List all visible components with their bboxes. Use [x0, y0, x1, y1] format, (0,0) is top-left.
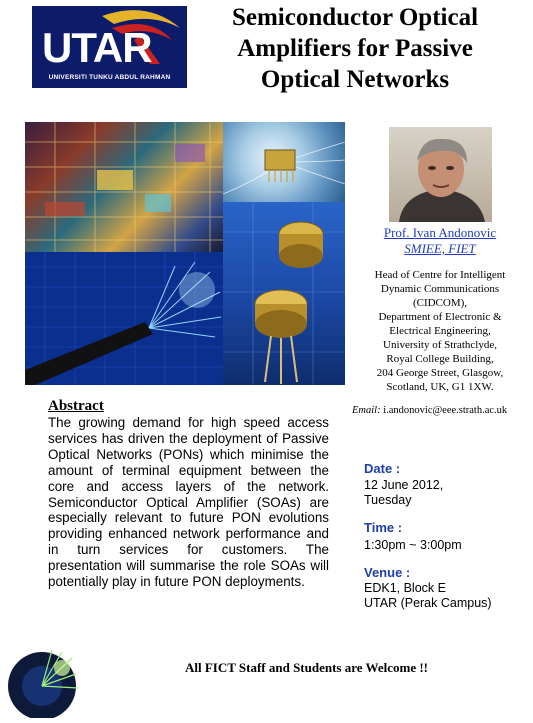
speaker-name-link[interactable]: Prof. Ivan Andonovic [383, 225, 497, 240]
poster-title [200, 2, 510, 95]
affiliation-line: 204 George Street, Glasgow, [376, 367, 504, 379]
day-value: Tuesday [364, 493, 412, 507]
laser-diode-image [223, 202, 345, 385]
affiliation-line: University of Strathclyde, [383, 339, 497, 351]
affiliation-line: Head of Centre for Intelligent [374, 269, 506, 281]
speaker-affiliation [352, 268, 528, 394]
logo-subtitle: UNIVERSITI TUNKU ABDUL RAHMAN [48, 74, 171, 81]
abstract-line: of Passive Optical Networks (PONs) which [48, 430, 329, 462]
fiber-optic-icon [25, 252, 223, 385]
abstract-line: summarise the role SOAs will potentially [48, 558, 329, 590]
fiber-optic-image [25, 252, 223, 385]
abstract-line: between the core and access layers of the [48, 462, 330, 494]
speaker-portrait-icon [389, 127, 492, 222]
abstract-line: The growing demand for high speed [48, 415, 288, 430]
chip-circuit-icon [25, 122, 223, 252]
abstract-heading: Abstract [48, 398, 104, 414]
venue-line: EDK1, Block E [364, 581, 446, 595]
date-label: Date : [364, 461, 401, 476]
abstract-body [48, 415, 329, 590]
abstract-line: for customers. The presentation will [48, 542, 329, 574]
optical-device-icon [223, 122, 345, 202]
abstract-line: play in future PON deployments. [112, 574, 305, 590]
abstract-line: network. Semiconductor Optical Amplifier [48, 478, 329, 510]
speaker-photo [389, 127, 492, 222]
utar-logo [32, 6, 187, 88]
optical-module-image [223, 122, 345, 202]
affiliation-line: Scotland, UK, G1 1XW. [386, 381, 494, 393]
abstract-line: PON evolutions providing enhanced [48, 510, 329, 542]
welcome-message: All FICT Staff and Students are Welcome !! [184, 660, 429, 675]
abstract-line: minimise the amount of terminal equipment [48, 446, 329, 478]
affiliation-line: Electrical Engineering, [389, 325, 491, 337]
abstract-line: access services has driven the deployment [48, 415, 329, 446]
affiliation-line: Royal College Building, [386, 353, 494, 365]
venue-label: Venue : [364, 565, 411, 580]
abstract-line: (SOAs) are especially relevant to future [48, 494, 330, 526]
chip-wafer-image [25, 122, 223, 252]
email-label: Email: [352, 405, 381, 416]
time-label: Time : [364, 520, 403, 535]
affiliation-line: Department of Electronic & [378, 311, 502, 323]
venue-line: UTAR (Perak Campus) [364, 596, 492, 610]
abstract-line: network performance and in turn services [48, 526, 330, 558]
date-value: 12 June 2012, [364, 478, 444, 492]
speaker-credentials-link[interactable]: SMIEE, FIET [404, 241, 476, 256]
title-line: Optical Networks [260, 66, 450, 93]
time-value: 1:30pm ~ 3:00pm [364, 538, 462, 552]
title-line: Amplifiers for Passive [237, 35, 473, 62]
speaker-email [352, 405, 533, 416]
laser-diode-icon [223, 202, 345, 385]
affiliation-line: (CIDCOM), [412, 297, 468, 309]
affiliation-line: Dynamic Communications [380, 283, 500, 295]
email-address: i.andonovic@eee.strath.ac.uk [383, 405, 508, 416]
logo-wordmark: UTAR [42, 24, 152, 71]
title-line: Semiconductor Optical [231, 4, 479, 31]
